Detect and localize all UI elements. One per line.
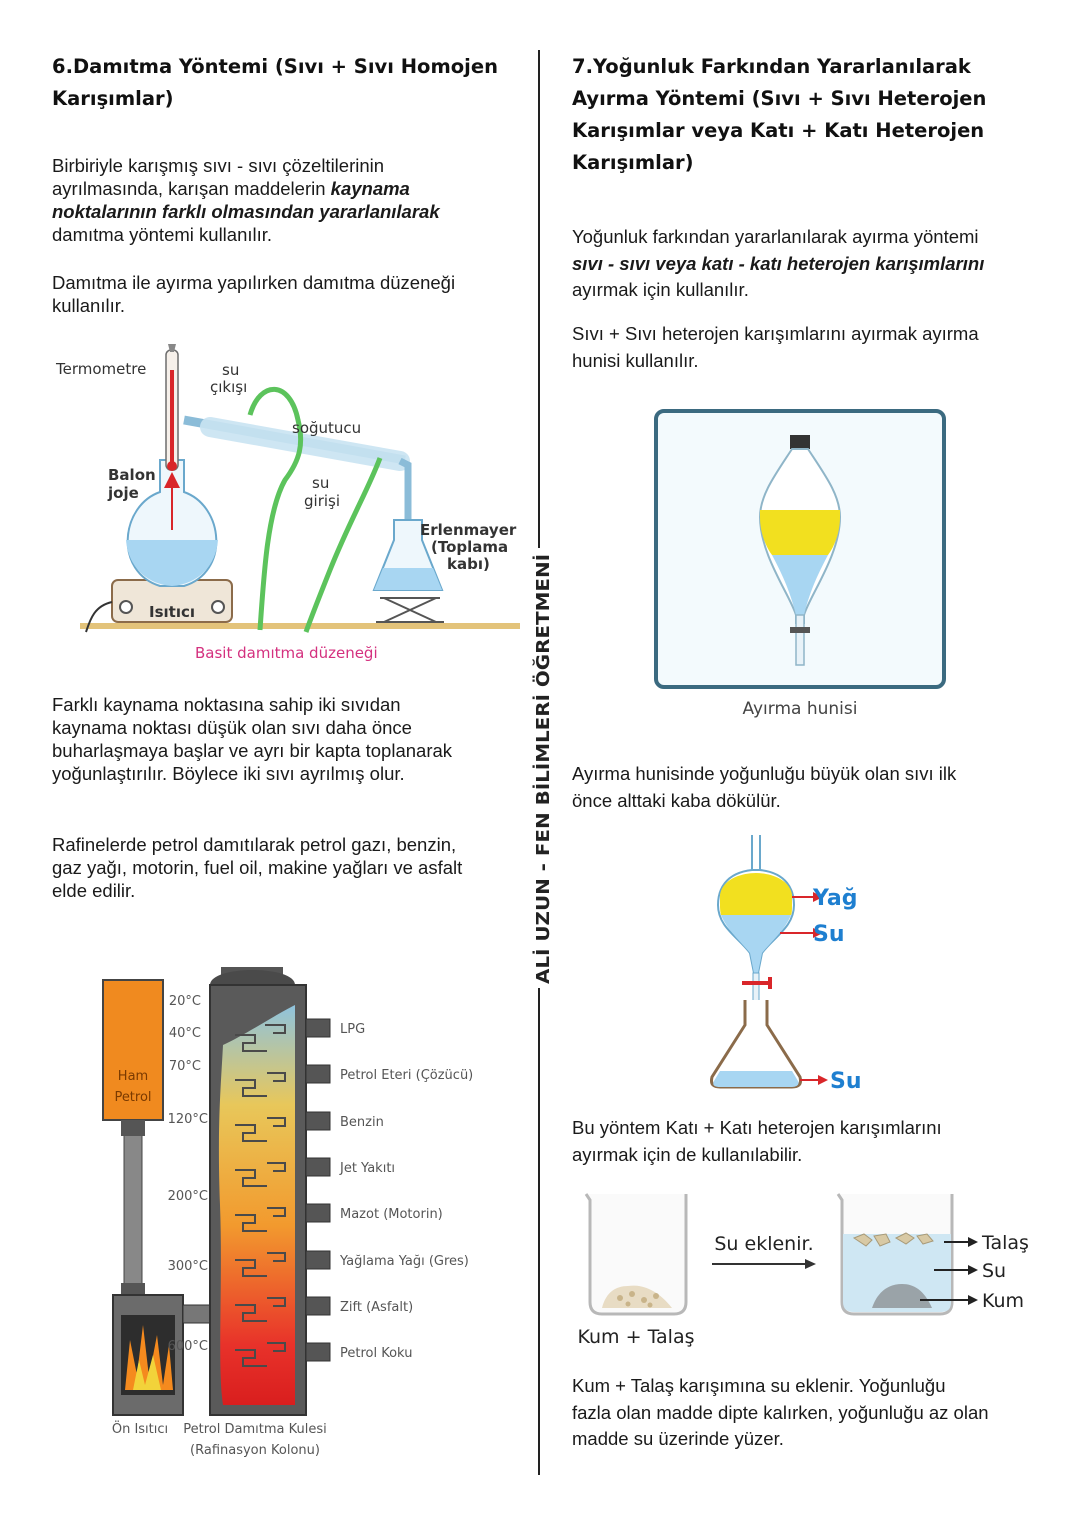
right-heading: 7.Yoğunluk Farkından Yararlanılarak Ayırma Yöntemi (Sıvı + Sıvı Heterojen Karışımlar veya Katı + Katı Heterojen Karışımlar) (572, 55, 987, 174)
label-yag: Yağ (813, 886, 858, 911)
svg-text:ALİ UZUN - FEN BİLİMLERİ ÖĞRET: ALİ UZUN - FEN BİLİMLERİ ÖĞRETMENİ (533, 594, 554, 984)
funnel-flask-diagram (700, 835, 880, 1095)
product-label: Zift (Asfalt) (340, 1300, 414, 1315)
table-surface (80, 623, 520, 629)
funnel-caption: Ayırma hunisi (742, 699, 858, 719)
product-label: Petrol Eteri (Çözücü) (340, 1068, 474, 1083)
right-paragraph-4: Bu yöntem Katı + Katı heterojen karışımlarını ayırmak için de kullanılabilir. (572, 1117, 942, 1165)
svg-text:çıkışı: çıkışı (210, 378, 248, 396)
svg-text:su: su (312, 474, 330, 492)
distillation-diagram (50, 340, 535, 670)
stand (376, 598, 444, 622)
product-label: Petrol Koku (340, 1346, 413, 1361)
refinery-tower-diagram (95, 945, 515, 1465)
svg-text:joje: joje (108, 484, 139, 502)
label-su-beaker: Su (982, 1260, 1007, 1282)
left-paragraph-1: Birbiriyle karışmış sıvı - sıvı çözeltilerinin ayrılmasında, karışan maddelerin kaynama noktalarının farklı olmasından yararlanılarak damıtma yöntemi kullanılır. (52, 155, 440, 245)
svg-text:20°C: 20°C (168, 994, 201, 1009)
svg-text:200°C: 200°C (167, 1189, 208, 1204)
svg-text:Balon: Balon (108, 466, 156, 484)
svg-text:kabı): kabı) (447, 555, 490, 573)
svg-text:Petrol Damıtma Kulesi: Petrol Damıtma Kulesi (183, 1422, 327, 1437)
svg-text:Kum + Talaş: Kum + Talaş (577, 1326, 695, 1348)
svg-text:girişi: girişi (304, 492, 341, 510)
distillation-caption: Basit damıtma düzeneği (195, 644, 378, 662)
left-paragraph-2: Damıtma ile ayırma yapılırken damıtma düzeneği kullanılır. (52, 272, 456, 316)
left-heading: 6.Damıtma Yöntemi (Sıvı + Sıvı Homojen Karışımlar) (52, 55, 498, 110)
svg-text:Termometre: Termometre (56, 360, 147, 378)
separating-funnel-figure (650, 405, 955, 735)
left-paragraph-4: Rafinelerde petrol damıtılarak petrol gazı, benzin, gaz yağı, motorin, fuel oil, makine yağları ve asfalt elde edilir. (52, 834, 463, 901)
right-paragraph-1: Yoğunluk farkından yararlanılarak ayırma yöntemi sıvı - sıvı veya katı - katı heterojen karışımlarını ayırmak için kullanılır. (572, 226, 985, 300)
heater-label: Isıtıcı (149, 603, 195, 621)
svg-text:70°C: 70°C (168, 1059, 201, 1074)
product-label: Jet Yakıtı (340, 1161, 396, 1176)
svg-text:(Rafinasyon Kolonu): (Rafinasyon Kolonu) (190, 1443, 320, 1458)
product-label: Yağlama Yağı (Gres) (340, 1254, 469, 1269)
right-paragraph-3: Ayırma hunisinde yoğunluğu büyük olan sıvı ilk önce alttaki kaba dökülür. (572, 763, 957, 811)
right-paragraph-2: Sıvı + Sıvı heterojen karışımlarını ayırmak ayırma hunisi kullanılır. (572, 323, 979, 371)
svg-text:600°C: 600°C (167, 1339, 208, 1354)
svg-text:300°C: 300°C (167, 1259, 208, 1274)
svg-text:Ham: Ham (117, 1069, 149, 1084)
svg-text:Su eklenir.: Su eklenir. (714, 1233, 814, 1255)
author-side-text (515, 548, 565, 988)
svg-text:(Toplama: (Toplama (431, 538, 509, 556)
product-label: Benzin (340, 1115, 384, 1130)
label-kum: Kum (982, 1290, 1025, 1312)
product-label: Mazot (Motorin) (340, 1207, 443, 1222)
sand-sawdust-diagram (572, 1190, 1042, 1355)
svg-text:Erlenmayer: Erlenmayer (420, 521, 517, 539)
label-talas: Talaş (982, 1232, 1029, 1254)
svg-text:soğutucu: soğutucu (292, 419, 362, 437)
svg-text:120°C: 120°C (167, 1112, 208, 1127)
label-su-flask: Su (830, 1069, 862, 1094)
svg-text:Ön Isıtıcı: Ön Isıtıcı (111, 1422, 169, 1437)
right-paragraph-5: Kum + Talaş karışımına su eklenir. Yoğunluğu fazla olan madde dipte kalırken, yoğunluğu az olan madde su üzerinde yüzer. (572, 1375, 989, 1449)
svg-text:su: su (222, 361, 240, 379)
svg-text:Petrol: Petrol (114, 1090, 152, 1105)
left-paragraph-3: Farklı kaynama noktasına sahip iki sıvıdan kaynama noktası düşük olan sıvı daha önce buharlaşmaya başlar ve ayrı bir kapta toplanarak yoğunlaştırılır. Böylece iki sıvı ayrılmış olur. (52, 694, 453, 784)
label-su: Su (813, 922, 845, 947)
product-label: LPG (340, 1022, 366, 1037)
svg-text:40°C: 40°C (168, 1026, 201, 1041)
